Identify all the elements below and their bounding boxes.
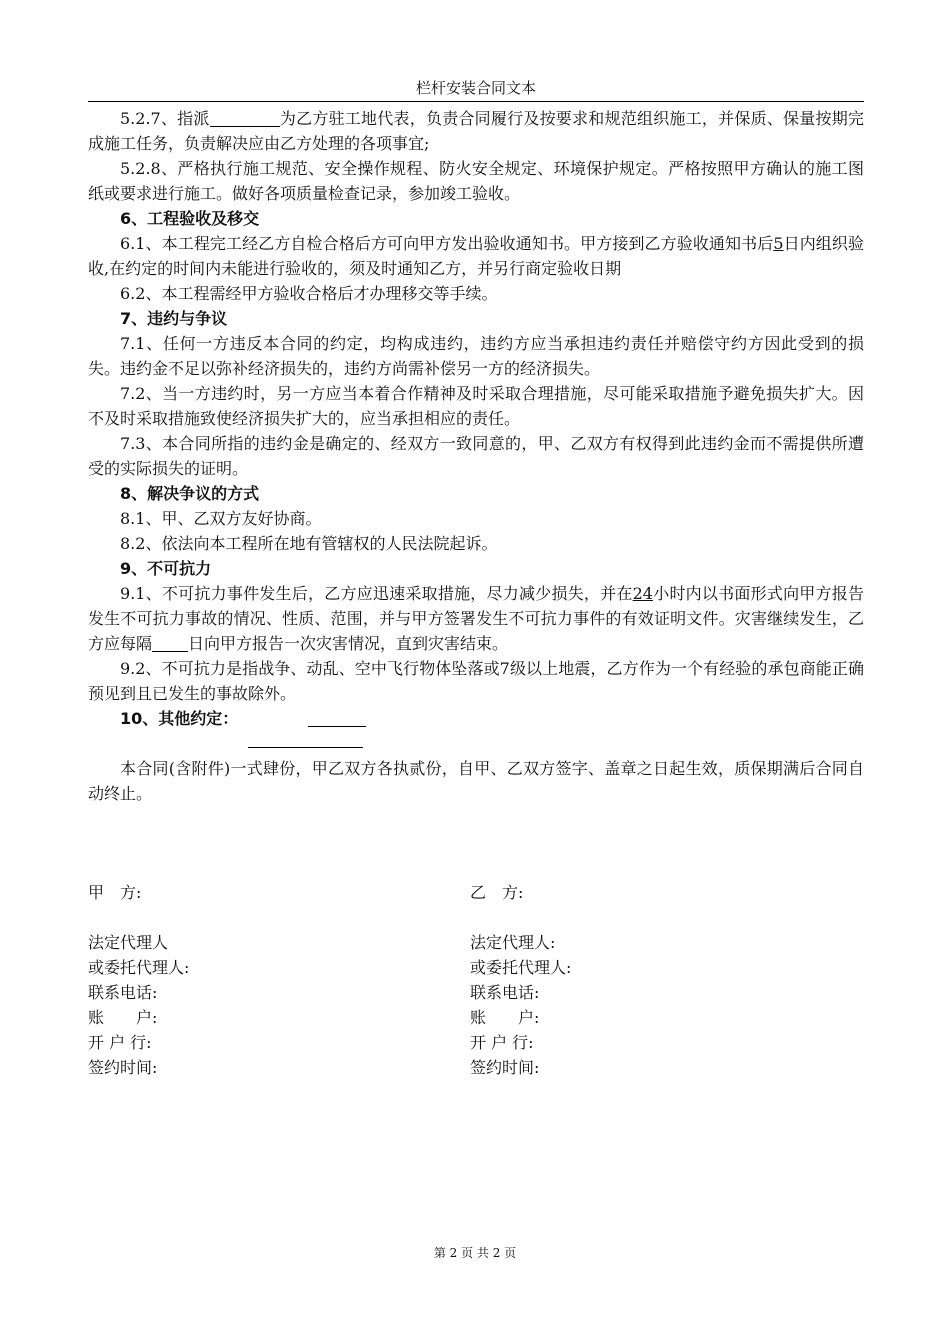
party-a-account: 账 户: <box>88 1008 158 1027</box>
party-a-phone: 联系电话: <box>88 983 158 1002</box>
spacer <box>88 905 189 930</box>
clause-text: 小时内以书面形式向甲方报告发生不可抗力事故的情况、性质、范围，并与甲方签署发生不可抗力事件的有效证明文件。灾害继续发生，乙方应每隔 <box>88 584 864 653</box>
party-b-bank: 开 户 行: <box>470 1033 534 1052</box>
party-b-date: 签约时间: <box>470 1058 540 1077</box>
blank-field[interactable] <box>152 635 188 652</box>
party-a-agent: 或委托代理人: <box>88 958 190 977</box>
clause-7-3: 7.3、本合同所指的违约金是确定的、经双方一致同意的，甲、乙双方有权得到此违约金而不需提供所遭受的实际损失的证明。 <box>88 434 864 478</box>
blank-field[interactable] <box>210 110 280 127</box>
clause-7-1: 7.1、任何一方违反本合同的约定，均构成违约，违约方应当承担违约责任并赔偿守约方因此受到的损失。违约金不足以弥补经济损失的，违约方尚需补偿另一方的经济损失。 <box>88 334 864 378</box>
document-title: 栏杆安装合同文本 <box>415 79 536 97</box>
clause-text: 6.1、本工程完工经乙方自检合格后方可向甲方发出验收通知书。甲方接到乙方验收通知书后 <box>120 234 774 253</box>
clause-9-2: 9.2、不可抗力是指战争、动乱、空中飞行物体坠落或7级以上地震，乙方作为一个有经验的承包商能正确预见到且已发生的事故除外。 <box>88 659 864 703</box>
clause-text: 日内组织验收,在约定的时间内未能进行验收的，须及时通知乙方，并另行商定验收日期 <box>88 234 864 278</box>
party-b-label: 乙 方: <box>470 883 524 902</box>
party-b-account: 账 户: <box>470 1008 540 1027</box>
blank-field[interactable] <box>248 731 363 748</box>
blank-field[interactable] <box>308 710 366 727</box>
section-heading-7: 7、违约与争议 <box>120 309 228 328</box>
party-b-phone: 联系电话: <box>470 983 540 1002</box>
signature-party-a <box>88 880 189 1080</box>
section-heading-10 <box>88 706 864 731</box>
party-b-agent: 或委托代理人: <box>470 958 572 977</box>
closing-clause: 本合同(含附件)一式肆份，甲乙双方各执贰份，自甲、乙双方签字、盖章之日起生效，质保期满后合同自动终止。 <box>88 759 864 803</box>
party-a-bank: 开 户 行: <box>88 1033 152 1052</box>
clause-7-2: 7.2、当一方违约时，另一方应当本着合作精神及时采取合理措施，尽可能采取措施予避免损失扩大。因不及时采取措施致使经济损失扩大的，应当承担相应的责任。 <box>88 384 864 428</box>
clause-6-2: 6.2、本工程需经甲方验收合格后才办理移交等手续。 <box>120 284 498 303</box>
spacer <box>470 905 571 930</box>
clause-text: 日向甲方报告一次灾害情况，直到灾害结束。 <box>188 634 509 653</box>
clause-8-1: 8.1、甲、乙双方友好协商。 <box>120 509 322 528</box>
clause-6-1 <box>88 231 864 281</box>
clause-text: 5.2.7、指派 <box>120 109 210 128</box>
days-value: 5 <box>773 234 784 253</box>
page-footer <box>0 1244 950 1261</box>
party-a-date: 签约时间: <box>88 1058 158 1077</box>
blank-line-row <box>88 731 864 756</box>
party-b-rep: 法定代理人: <box>470 933 556 952</box>
page-number: 第 2 页 共 2 页 <box>433 1246 517 1260</box>
heading-text: 10、其他约定： <box>120 709 239 728</box>
hours-value: 24 <box>632 584 653 603</box>
contract-body <box>88 106 864 806</box>
section-heading-9: 9、不可抗力 <box>120 559 212 578</box>
party-a-label: 甲 方: <box>88 883 142 902</box>
signature-party-b <box>470 880 571 1080</box>
party-a-rep: 法定代理人 <box>88 933 169 952</box>
clause-5-2-7 <box>88 106 864 156</box>
clause-5-2-8: 5.2.8、严格执行施工规范、安全操作规程、防火安全规定、环境保护规定。严格按照甲方确认的施工图纸或要求进行施工。做好各项质量检查记录，参加竣工验收。 <box>88 159 864 203</box>
page-header <box>88 78 864 102</box>
clause-text: 为乙方驻工地代表，负责合同履行及按要求和规范组织施工，并保质、保量按期完成施工任务，负责解决应由乙方处理的各项事宜; <box>88 109 864 153</box>
clause-text: 9.1、不可抗力事件发生后，乙方应迅速采取措施，尽力减少损失，并在 <box>120 584 633 603</box>
clause-9-1 <box>88 581 864 656</box>
section-heading-8: 8、解决争议的方式 <box>120 484 260 503</box>
section-heading-6: 6、工程验收及移交 <box>120 209 260 228</box>
clause-8-2: 8.2、依法向本工程所在地有管辖权的人民法院起诉。 <box>120 534 498 553</box>
